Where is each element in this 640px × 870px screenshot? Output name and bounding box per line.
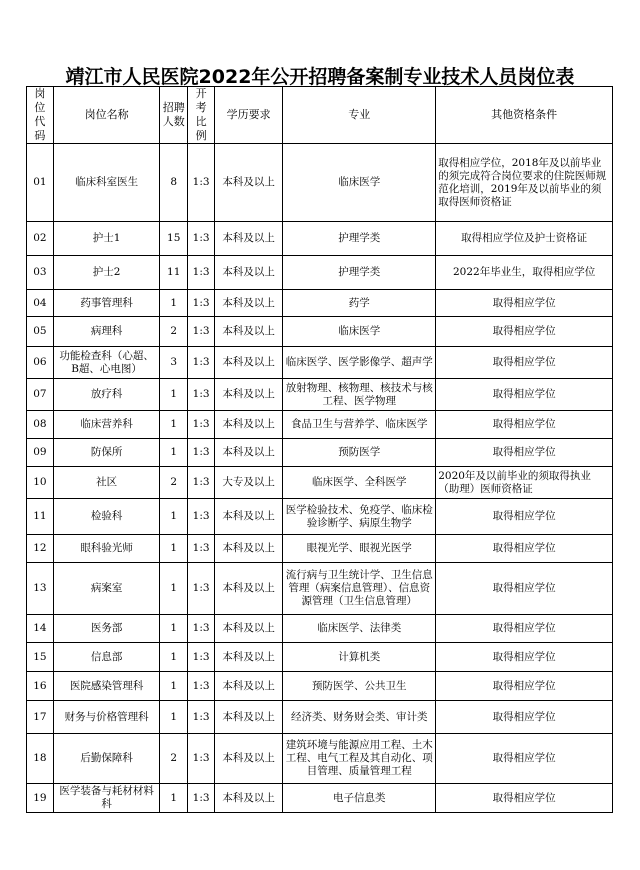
table-row: [27, 467, 613, 499]
cell-ratio: 1:3: [188, 672, 215, 701]
table-row: [27, 222, 613, 256]
cell-other: 2020年及以前毕业的须取得执业（助理）医师资格证: [436, 467, 613, 499]
cell-count: 2: [160, 734, 188, 784]
cell-name: 医院感染管理科: [53, 672, 159, 701]
cell-ratio: 1:3: [188, 317, 215, 347]
cell-other: 取得相应学位: [436, 784, 613, 813]
table-row: [27, 563, 613, 615]
cell-code: 14: [27, 615, 54, 643]
cell-major: 建筑环境与能源应用工程、土木工程、电气工程及其自动化、项目管理、质量管理工程: [283, 734, 436, 784]
cell-education: 本科及以上: [215, 439, 283, 467]
cell-ratio: 1:3: [188, 290, 215, 317]
cell-education: 本科及以上: [215, 290, 283, 317]
cell-code: 07: [27, 379, 54, 411]
table-row: [27, 734, 613, 784]
cell-code: 04: [27, 290, 54, 317]
cell-education: 本科及以上: [215, 347, 283, 379]
cell-major: 护理学类: [283, 256, 436, 290]
cell-education: 本科及以上: [215, 643, 283, 672]
table-row: [27, 317, 613, 347]
cell-major: 放射物理、核物理、核技术与核工程、医学物理: [283, 379, 436, 411]
cell-code: 08: [27, 411, 54, 439]
cell-count: 1: [160, 439, 188, 467]
cell-major: 经济类、财务财会类、审计类: [283, 701, 436, 734]
cell-code: 15: [27, 643, 54, 672]
cell-ratio: 1:3: [188, 701, 215, 734]
header-other: 其他资格条件: [436, 87, 613, 144]
cell-other: 取得相应学位: [436, 499, 613, 535]
cell-major: 临床医学、全科医学: [283, 467, 436, 499]
cell-count: 3: [160, 347, 188, 379]
cell-code: 13: [27, 563, 54, 615]
cell-other: 取得相应学位: [436, 563, 613, 615]
cell-name: 医学装备与耗材材料科: [53, 784, 159, 813]
cell-ratio: 1:3: [188, 734, 215, 784]
cell-code: 19: [27, 784, 54, 813]
cell-code: 03: [27, 256, 54, 290]
cell-code: 18: [27, 734, 54, 784]
cell-count: 15: [160, 222, 188, 256]
cell-major: 食品卫生与营养学、临床医学: [283, 411, 436, 439]
cell-major: 临床医学、法律类: [283, 615, 436, 643]
cell-other: 取得相应学位: [436, 439, 613, 467]
cell-other: 取得相应学位，2018年及以前毕业的须完成符合岗位要求的住院医师规范化培训，2019年及以前毕业的须取得医师资格证: [436, 144, 613, 222]
cell-name: 检验科: [53, 499, 159, 535]
cell-major: 电子信息类: [283, 784, 436, 813]
cell-other: 取得相应学位: [436, 347, 613, 379]
page-title: 靖江市人民医院2022年公开招聘备案制专业技术人员岗位表: [65, 66, 575, 88]
cell-education: 本科及以上: [215, 379, 283, 411]
cell-ratio: 1:3: [188, 411, 215, 439]
cell-name: 病理科: [53, 317, 159, 347]
cell-ratio: 1:3: [188, 643, 215, 672]
table-row: [27, 615, 613, 643]
table-row: [27, 290, 613, 317]
cell-count: 1: [160, 615, 188, 643]
table-row: [27, 535, 613, 563]
cell-ratio: 1:3: [188, 467, 215, 499]
cell-name: 病案室: [53, 563, 159, 615]
table-row: [27, 701, 613, 734]
cell-code: 06: [27, 347, 54, 379]
cell-count: 8: [160, 144, 188, 222]
cell-other: 取得相应学位: [436, 643, 613, 672]
cell-other: 取得相应学位: [436, 317, 613, 347]
cell-other: 取得相应学位: [436, 535, 613, 563]
table-row: [27, 499, 613, 535]
cell-education: 本科及以上: [215, 256, 283, 290]
cell-education: 本科及以上: [215, 563, 283, 615]
cell-code: 16: [27, 672, 54, 701]
cell-other: 取得相应学位: [436, 411, 613, 439]
cell-count: 2: [160, 467, 188, 499]
cell-education: 本科及以上: [215, 615, 283, 643]
table-row: [27, 379, 613, 411]
cell-count: 1: [160, 290, 188, 317]
cell-education: 本科及以上: [215, 499, 283, 535]
cell-code: 11: [27, 499, 54, 535]
cell-name: 功能检查科（心超、B超、心电图）: [53, 347, 159, 379]
cell-major: 药学: [283, 290, 436, 317]
cell-count: 2: [160, 317, 188, 347]
positions-table: [26, 86, 613, 813]
cell-ratio: 1:3: [188, 347, 215, 379]
table-row: [27, 672, 613, 701]
cell-name: 医务部: [53, 615, 159, 643]
cell-education: 本科及以上: [215, 317, 283, 347]
table-row: [27, 643, 613, 672]
table-row: [27, 411, 613, 439]
cell-count: 1: [160, 563, 188, 615]
cell-name: 社区: [53, 467, 159, 499]
cell-code: 12: [27, 535, 54, 563]
cell-major: 眼视光学、眼视光医学: [283, 535, 436, 563]
cell-count: 1: [160, 499, 188, 535]
cell-name: 药事管理科: [53, 290, 159, 317]
table-header-row: [27, 87, 613, 144]
header-major: 专业: [283, 87, 436, 144]
cell-name: 财务与价格管理科: [53, 701, 159, 734]
cell-major: 流行病与卫生统计学、卫生信息管理（病案信息管理）、信息资源管理（卫生信息管理）: [283, 563, 436, 615]
cell-count: 1: [160, 784, 188, 813]
cell-education: 本科及以上: [215, 784, 283, 813]
cell-ratio: 1:3: [188, 256, 215, 290]
cell-code: 01: [27, 144, 54, 222]
cell-other: 取得相应学位: [436, 615, 613, 643]
cell-name: 护士1: [53, 222, 159, 256]
cell-other: 取得相应学位: [436, 290, 613, 317]
cell-ratio: 1:3: [188, 535, 215, 563]
table-row: [27, 784, 613, 813]
cell-count: 1: [160, 701, 188, 734]
cell-education: 本科及以上: [215, 144, 283, 222]
header-code: 岗位代码: [27, 87, 54, 144]
cell-name: 护士2: [53, 256, 159, 290]
cell-name: 后勤保障科: [53, 734, 159, 784]
cell-major: 预防医学: [283, 439, 436, 467]
cell-other: 2022年毕业生，取得相应学位: [436, 256, 613, 290]
cell-other: 取得相应学位: [436, 734, 613, 784]
header-count: 招聘人数: [160, 87, 188, 144]
cell-education: 本科及以上: [215, 701, 283, 734]
cell-code: 09: [27, 439, 54, 467]
cell-ratio: 1:3: [188, 615, 215, 643]
cell-ratio: 1:3: [188, 499, 215, 535]
cell-major: 计算机类: [283, 643, 436, 672]
cell-code: 10: [27, 467, 54, 499]
cell-count: 1: [160, 672, 188, 701]
cell-ratio: 1:3: [188, 784, 215, 813]
cell-name: 眼科验光师: [53, 535, 159, 563]
cell-education: 本科及以上: [215, 411, 283, 439]
cell-other: 取得相应学位: [436, 379, 613, 411]
table-row: [27, 347, 613, 379]
cell-code: 17: [27, 701, 54, 734]
cell-count: 11: [160, 256, 188, 290]
cell-major: 预防医学、公共卫生: [283, 672, 436, 701]
cell-major: 临床医学、医学影像学、超声学: [283, 347, 436, 379]
cell-other: 取得相应学位: [436, 672, 613, 701]
cell-ratio: 1:3: [188, 439, 215, 467]
cell-major: 临床医学: [283, 317, 436, 347]
header-ratio: 开考比例: [188, 87, 215, 144]
cell-count: 1: [160, 535, 188, 563]
cell-name: 临床科室医生: [53, 144, 159, 222]
header-name: 岗位名称: [53, 87, 159, 144]
cell-education: 本科及以上: [215, 734, 283, 784]
cell-major: 护理学类: [283, 222, 436, 256]
cell-count: 1: [160, 411, 188, 439]
cell-name: 信息部: [53, 643, 159, 672]
cell-education: 本科及以上: [215, 535, 283, 563]
cell-other: 取得相应学位及护士资格证: [436, 222, 613, 256]
table-row: [27, 144, 613, 222]
cell-name: 临床营养科: [53, 411, 159, 439]
cell-count: 1: [160, 379, 188, 411]
cell-code: 05: [27, 317, 54, 347]
cell-major: 医学检验技术、免疫学、临床检验诊断学、病原生物学: [283, 499, 436, 535]
cell-other: 取得相应学位: [436, 701, 613, 734]
cell-education: 大专及以上: [215, 467, 283, 499]
cell-name: 防保所: [53, 439, 159, 467]
cell-ratio: 1:3: [188, 563, 215, 615]
header-education: 学历要求: [215, 87, 283, 144]
cell-education: 本科及以上: [215, 222, 283, 256]
cell-major: 临床医学: [283, 144, 436, 222]
cell-name: 放疗科: [53, 379, 159, 411]
cell-ratio: 1:3: [188, 222, 215, 256]
cell-ratio: 1:3: [188, 144, 215, 222]
cell-education: 本科及以上: [215, 672, 283, 701]
cell-count: 1: [160, 643, 188, 672]
cell-ratio: 1:3: [188, 379, 215, 411]
cell-code: 02: [27, 222, 54, 256]
table-row: [27, 256, 613, 290]
table-row: [27, 439, 613, 467]
